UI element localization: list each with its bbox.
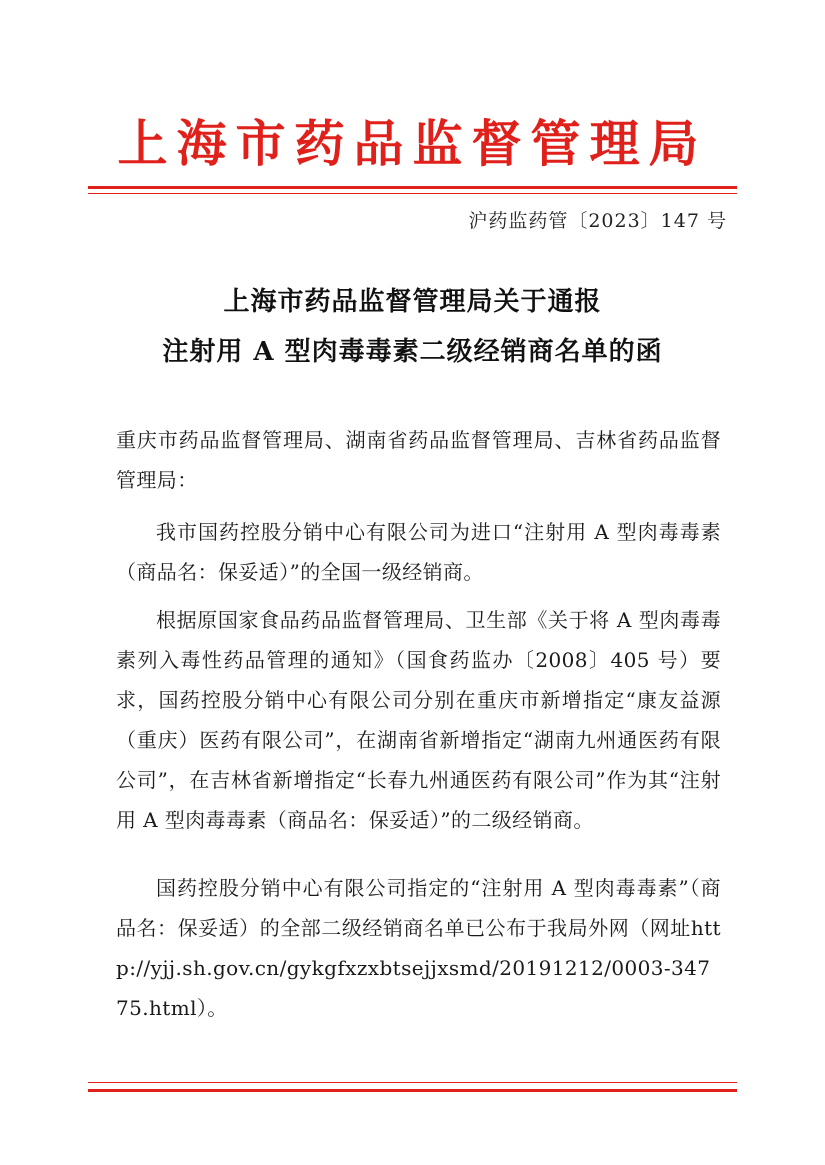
document-title-line-1: 上海市药品监督管理局关于通报: [223, 287, 602, 317]
document-title-line-2: 注射用 A 型肉毒毒素二级经销商名单的函: [162, 337, 663, 367]
document-number: 沪药监药管〔2023〕147 号: [468, 210, 727, 232]
header-rule-thick: [88, 186, 737, 189]
footer-rule-thick: [88, 1089, 737, 1092]
paragraph-3: [116, 868, 721, 1028]
paragraph-2: 根据原国家食品药品监督管理局、卫生部《关于将 A 型肉毒毒素列入毒性药品管理的通知》（国食药监办〔2008〕405 号）要求，国药控股分销中心有限公司分别在重庆市新增指定“康友益源（重庆）医药有限公司”，在湖南省新增指定“湖南九州通医药有限公司”，在吉林省新增指定“长春九州通医药有限公司”作为其“注射用 A 型肉毒毒素（商品名：保妥适）”的二级经销商。: [116, 608, 721, 832]
paragraph-3-closing: ）。: [196, 996, 228, 1020]
footer-rule-thin: [88, 1082, 737, 1083]
paragraph-1: 我市国药控股分销中心有限公司为进口“注射用 A 型肉毒毒素（商品名：保妥适）”的全国一级经销商。: [116, 520, 721, 584]
addressees: 重庆市药品监督管理局、湖南省药品监督管理局、吉林省药品监督管理局：: [116, 428, 721, 492]
website-url[interactable]: http://yjj.sh.gov.cn/gykgfxzxbtsejjxsmd/20191212/0003-34775.html: [116, 916, 721, 1020]
header-rule-thin: [88, 193, 737, 194]
agency-header-title: 上海市药品监督管理局: [117, 114, 708, 173]
paragraph-3-text: 国药控股分销中心有限公司指定的“注射用 A 型肉毒毒素”（商品名：保妥适）的全部二级经销商名单已公布于我局外网（网址: [116, 876, 721, 940]
